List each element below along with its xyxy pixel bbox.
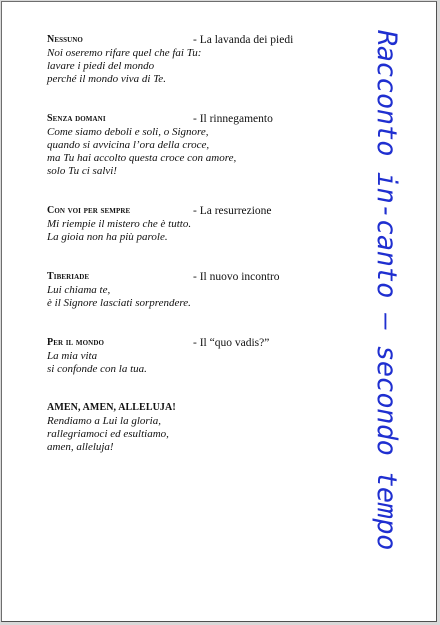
document-page [1,1,437,622]
lyric-line: La mia vita [47,350,98,362]
lyric-line: amen, alleluja! [47,441,114,453]
song-subtitle: - La lavanda dei piedi [193,34,294,46]
song-block-per-il-mondo [47,336,327,376]
song-subtitle: - Il rinnegamento [193,113,273,125]
lyric-line: rallegriamoci ed esultiamo, [47,428,169,440]
lyric-line: lavare i piedi del mondo [47,60,155,72]
lyric-line: si confonde con la tua. [47,363,147,375]
song-subtitle: - Il nuovo incontro [193,271,280,283]
lyric-line: Lui chiama te, [47,284,111,296]
song-block-tiberiade [47,270,327,310]
song-block-nessuno [47,33,327,86]
lyric-line: Rendiamo a Lui la gloria, [47,415,161,427]
song-title: Nessuno [47,34,83,45]
song-title: Per il mondo [47,337,105,348]
lyric-line: quando si avvicina l’ora della croce, [47,139,210,151]
lyric-line: Noi oseremo rifare quel che fai Tu: [47,47,202,59]
song-block-con-voi-per-sempre [47,204,327,244]
song-title: Tiberiade [47,271,90,282]
lyric-line: è il Signore lasciati sorprendere. [47,297,191,309]
song-title: Con voi per sempre [47,205,131,216]
song-title: AMEN, AMEN, ALLELUJA! [47,402,176,413]
song-block-amen-alleluja [47,401,327,454]
lyric-line: perché il mondo viva di Te. [47,73,166,85]
lyric-line: Come siamo deboli e soli, o Signore, [47,126,209,138]
lyric-line: ma Tu hai accolto questa croce con amore, [47,152,237,164]
song-subtitle: - La resurrezione [193,205,272,217]
song-subtitle: - Il “quo vadis?” [193,337,270,349]
vertical-title [366,30,406,590]
lyric-line: solo Tu ci salvi! [47,165,117,177]
vertical-title-text: Racconto in-canto – secondo tempo [371,30,402,550]
song-title: Senza domani [47,113,106,124]
lyric-line: La gioia non ha più parole. [47,231,168,243]
lyric-line: Mi riempie il mistero che è tutto. [47,218,192,230]
song-block-senza-domani [47,112,327,178]
